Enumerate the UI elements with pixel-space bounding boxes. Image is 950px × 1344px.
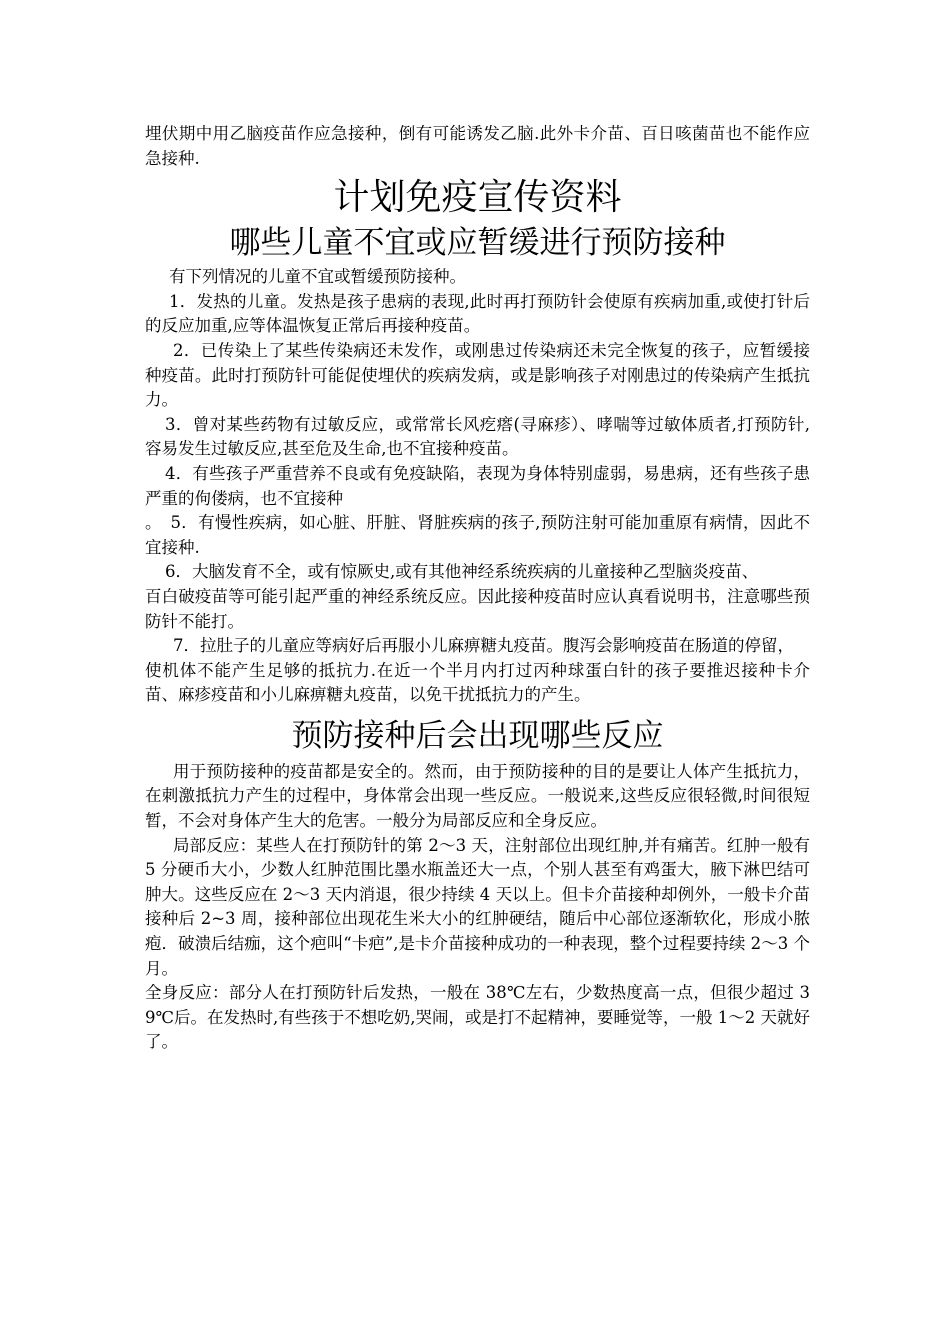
section1-paragraph: 1．发热的儿童。发热是孩子患病的表现,此时再打预防针会使原有疾病加重,或使打针后的反应加重,应等体温恢复正常后再接种疫苗。 [145,291,810,336]
section1-paragraph: 7．拉肚子的儿童应等病好后再服小儿麻痹糖丸疫苗。腹泻会影响疫苗在肠道的停留， [173,636,794,656]
document-title: 计划免疫宣传资料 [333,177,622,219]
section1-paragraph: 2．已传染上了某些传染病还未发作，或刚患过传染病还未完全恢复的孩子，应暂缓接种疫苗。此时打预防针可能促使埋伏的疾病发病，或是影响孩子对刚患过的传染病产生抵抗力。 [145,340,810,410]
section1-paragraph: 6．大脑发育不全，或有惊厥史,或有其他神经系统疾病的儿童接种乙型脑炎疫苗、 [165,562,759,582]
section1-paragraph: 。 5．有慢性疾病，如心脏、肝脏、肾脏疾病的孩子,预防注射可能加重原有病情，因此不宜接种. [145,513,810,557]
intro-continuation: 埋伏期中用乙脑疫苗作应急接种，倒有可能诱发乙脑.此外卡介苗、百日咳菌苗也不能作应急接种. [145,124,810,168]
document-page [145,122,810,1055]
section1-paragraph: 有下列情况的儿童不宜或暂缓预防接种。 [169,267,466,287]
section1-paragraph: 4．有些孩子严重营养不良或有免疫缺陷，表现为身体特别虚弱，易患病，还有些孩子患严重的佝偻病，也不宜接种 [145,463,810,508]
section1-paragraph: 3．曾对某些药物有过敏反应，或常常长风疙瘩(寻麻疹）、哮喘等过敏体质者,打预防针,容易发生过敏反应,甚至危及生命,也不宜接种疫苗。 [145,414,810,459]
section1-heading: 哪些儿童不宜或应暂缓进行预防接种 [229,225,726,262]
section1-paragraph: 使机体不能产生足够的抵抗力.在近一个半月内打过丙种球蛋白针的孩子要推迟接种卡介苗、麻疹疫苗和小儿麻痹糖丸疫苗，以免干扰抵抗力的产生。 [145,660,810,705]
section2-paragraph: 用于预防接种的疫苗都是安全的。然而，由于预防接种的目的是要让人体产生抵抗力，在刺激抵抗力产生的过程中，身体常会出现一些反应。一般说来,这些反应很轻微,时间很短暂，不会对身体产生大的危害。一般分为局部反应和全身反应。 [145,761,810,831]
section2-heading: 预防接种后会出现哪些反应 [291,717,664,754]
section2-paragraph: 全身反应：部分人在打预防针后发热，一般在 38℃左右，少数热度高一点，但很少超过 39℃后。在发热时,有些孩于不想吃奶,哭闹，或是打不起精神，要睡觉等，一般 1～2 天就好了。 [145,983,810,1052]
section1-paragraph: 百白破疫苗等可能引起严重的神经系统反应。因此接种疫苗时应认真看说明书，注意哪些预防针不能打。 [145,586,810,631]
section2-paragraph: 局部反应：某些人在打预防针的第 2～3 天，注射部位出现红肿,并有痛苦。红肿一般有 5 分硬币大小，少数人红肿范围比墨水瓶盖还大一点，个别人甚至有鸡蛋大，腋下淋巴结可肿大。这些反应在 2～3 天内消退，很少持续 4 天以上。但卡介苗接种却例外，一般卡介苗接种后 2~3 周，接种部位出现花生米大小的红肿硬结，随后中心部位逐渐软化，形成小脓疱．破溃后结痂，这个疤叫“卡疤”,是卡介苗接种成功的一种表现，整个过程要持续 2～3 个月。 [145,835,810,978]
